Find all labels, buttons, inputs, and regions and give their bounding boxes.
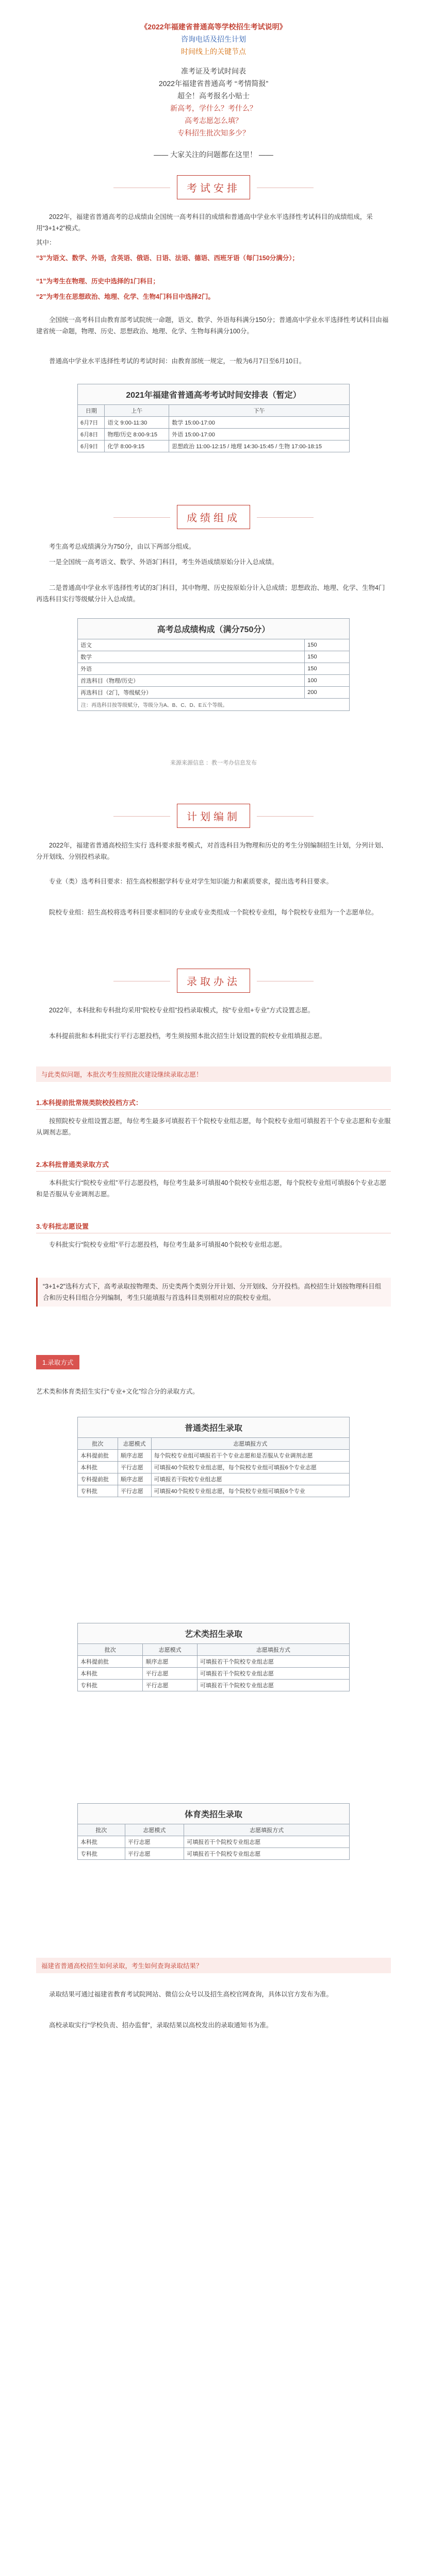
lead-line[interactable]: 时间线上的关键节点	[181, 47, 246, 56]
table-row: 数学 150	[78, 651, 350, 663]
table	[77, 404, 350, 452]
lead-line: —— 大家关注的问题都在这里！ ——	[154, 150, 273, 159]
paragraph: 专业（类）选考科目要求：招生高校根据学科专业对学生知识能力和素质要求，提出选考科目要求。	[49, 878, 333, 885]
table: 批次 志愿模式 志愿填报方式 本科批 平行志愿 可填报若干个院校专业组志愿 专科批 平行志愿 可填报若干个院校专业组志愿	[77, 1824, 350, 1860]
paragraph: 艺术类和体育类招生实行“专业+文化”综合分的录取方式。	[36, 1388, 199, 1395]
paragraph: 专科批实行“院校专业组”平行志愿投档，每位考生最多可填报40个院校专业组志愿。	[49, 1241, 286, 1248]
footnote: 来源来源信息 ：教一考办信息发布	[170, 760, 257, 766]
lead-line[interactable]: 超全！高考报名小贴士	[177, 92, 250, 100]
lead-line[interactable]: 新高考，学什么？考什么？	[170, 104, 257, 112]
section-heading-exam	[0, 175, 427, 199]
paragraph: 考生高考总成绩满分为750分，由以下两部分组成。	[49, 543, 195, 550]
callout: 福建省普通高校招生如何录取，考生如何查询录取结果？	[36, 1958, 391, 1973]
table-header: 下午	[169, 405, 350, 417]
paragraph: 普通高中学业水平选择性考试的考试时间：由教育部统一规定，一般为6月7日至6月10日。	[49, 358, 306, 365]
paragraph: 本科批实行“院校专业组”平行志愿投档，每位考生最多可填报40个院校专业组志愿，每个院校专业组可填报6个专业志愿和是否服从专业调剂志愿。	[36, 1179, 387, 1198]
table-header: 上午	[105, 405, 169, 417]
paragraph: 录取结果可通过福建省教育考试院网站、微信公众号以及招生高校官网查询，具体以官方发布为准。	[49, 1991, 333, 1998]
table	[77, 639, 350, 699]
section-heading-score	[0, 505, 427, 529]
exam-schedule-table	[77, 384, 350, 452]
section-title: 考试安排	[177, 175, 250, 199]
table-row: 6月7日 语文 9:00-11:30 数学 15:00-17:00	[78, 417, 350, 429]
table-row: 专科批 平行志愿 可填报40个院校专业组志愿，每个院校专业组可填报6个专业	[78, 1485, 350, 1497]
table-row: 本科批 平行志愿 可填报40个院校专业组志愿，每个院校专业组可填报6个专业志愿	[78, 1462, 350, 1473]
paragraph: 一是全国统一高考语文、数学、外语3门科目，考生外语成绩原始分计入总成绩。	[49, 558, 278, 566]
table-title: 艺术类招生录取	[77, 1623, 350, 1643]
subheading: 1.本科提前批常规类院校投档方式：	[36, 1097, 391, 1110]
table: 批次 志愿模式 志愿填报方式 本科提前批 顺序志愿 可填报若干个院校专业组志愿 本科批 平行志愿 可填报若干个院校专业组志愿 专科批 平行志愿 可填报若干个院校专业组志愿	[77, 1643, 350, 1691]
score-composition-table	[77, 618, 350, 711]
paragraph: 2022年，本科批和专科批均采用“院校专业组”投档录取模式，按“专业组+专业”方式设置志愿。	[49, 1007, 315, 1014]
paragraph: 二是普通高中学业水平选择性考试的3门科目，其中物理、历史按原始分计入总成绩；思想政治、地理、化学、生物4门再选科目实行等级赋分计入总成绩。	[36, 584, 385, 603]
section-title: 计划编制	[177, 804, 250, 828]
table-row: 6月9日 化学 8:00-9:15 思想政治 11:00-12:15 / 地理 14:30-15:45 / 生物 17:00-18:15	[78, 440, 350, 452]
paragraph: 其中：	[36, 239, 56, 246]
sports-admission-table	[77, 1803, 350, 1860]
subheading: 3.专科批志愿设置	[36, 1221, 391, 1233]
paragraph: 2022年，福建省普通高考的总成绩由全国统一高考科目的成绩和普通高中学业水平选择性考试科目的成绩组成，采用“3+1+2”模式。	[36, 213, 373, 232]
table-row: 首选科目（物理/历史） 100	[78, 675, 350, 687]
bullet-item: “1”为考生在物理、历史中选择的1门科目；	[36, 278, 159, 285]
lead-line[interactable]: 专科招生批次知多少？	[177, 129, 250, 137]
quote-box: “3+1+2”选科方式下，高考录取按物理类、历史类两个类别分开计划、分开划线、分开投档。高校招生计划按物理科目组合和历史科目组合分列编制，考生只能填报与首选科目类别相对应的院校专业组。	[36, 1278, 391, 1307]
lead-line[interactable]: 咨询电话及招生计划	[181, 35, 246, 43]
table-row: 再选科目（2门，等级赋分） 200	[78, 687, 350, 699]
subheading: 2.本科批普通类录取方式	[36, 1159, 391, 1172]
paragraph: 全国统一高考科目由教育部考试院统一命题，语文、数学、外语每科满分150分；普通高中学业水平选择性考试科目由福建省统一命题，物理、历史、思想政治、地理、化学、生物每科满分100分。	[36, 316, 389, 335]
table-title: 普通类招生录取	[77, 1417, 350, 1437]
bullet-item: “3”为语文、数学、外语，含英语、俄语、日语、法语、德语、西班牙语（每门150分满分）；	[36, 255, 299, 262]
section-heading-admission	[0, 969, 427, 993]
label-pill: 1.录取方式	[36, 1355, 79, 1369]
table-title: 高考总成绩构成（满分750分）	[77, 618, 350, 639]
lead-line[interactable]: 准考证及考试时间表	[181, 67, 246, 75]
paragraph: 院校专业组：招生高校将选考科目要求相同的专业或专业类组成一个院校专业组，每个院校专业组为一个志愿单位。	[49, 909, 378, 916]
table-row: 本科提前批 顺序志愿 每个院校专业组可填报若干个专业志愿和是否服从专业调剂志愿	[78, 1450, 350, 1462]
table-row: 专科批 平行志愿 可填报若干个院校专业组志愿	[78, 1848, 350, 1860]
bullet-item: “2”为考生在思想政治、地理、化学、生物4门科目中选择2门。	[36, 293, 215, 300]
table-note: 注：再选科目按等级赋分，等级分为A、B、C、D、E五个等级。	[77, 699, 350, 711]
table-row: 专科提前批 顺序志愿 可填报若干院校专业组志愿	[78, 1473, 350, 1485]
lead-line[interactable]: 高考志愿怎么填？	[185, 116, 242, 125]
paragraph: 本科提前批和本科批实行平行志愿投档，考生须按照本批次招生计划设置的院校专业组填报志愿。	[49, 1032, 326, 1040]
table-row: 本科批 平行志愿 可填报若干个院校专业组志愿	[78, 1668, 350, 1680]
section-title: 成绩组成	[177, 505, 250, 529]
paragraph: 2022年，福建省普通高校招生实行 选科要求报考模式，对首选科目为物理和历史的考生分别编制招生计划，分列计划、分开划线、分别投档录取。	[36, 842, 388, 860]
lead-line[interactable]: 《2022年福建省普通高等学校招生考试说明》	[140, 23, 287, 31]
table-row: 6月8日 物理/历史 8:00-9:15 外语 15:00-17:00	[78, 429, 350, 440]
table-row: 语文 150	[78, 639, 350, 651]
callout: 与此类似问题，本批次考生按照批次建设继续录取志愿！	[36, 1066, 391, 1082]
lead-line[interactable]: 2022年福建省普通高考 “考情简报”	[158, 79, 269, 88]
table-header: 日期	[78, 405, 105, 417]
paragraph: 按照院校专业组设置志愿，每位考生最多可填报若干个院校专业组志愿，每个院校专业组可填报若干个专业志愿和专业服从调剂志愿。	[36, 1117, 391, 1136]
section-title: 录取办法	[177, 969, 250, 993]
table-row: 本科批 平行志愿 可填报若干个院校专业组志愿	[78, 1836, 350, 1848]
paragraph: 高校录取实行“学校负责、招办监督”，录取结果以高校发出的录取通知书为准。	[49, 2022, 273, 2029]
table-title: 体育类招生录取	[77, 1803, 350, 1824]
table-title: 2021年福建省普通高考考试时间安排表（暂定）	[77, 384, 350, 404]
lead-links	[0, 21, 427, 161]
table-row: 专科批 平行志愿 可填报若干个院校专业组志愿	[78, 1680, 350, 1691]
table: 批次 志愿模式 志愿填报方式 本科提前批 顺序志愿 每个院校专业组可填报若干个专业志愿和是否服从专业调剂志愿 本科批 平行志愿 可填报40个院校专业组志愿，每个院校专业组可填报6个专业志愿 专科提前批 顺序志愿 可填报若干院校专业组志愿 专科批 平行志愿 可填报40个院校专业组志愿，每个院校专业组可填报6个专业	[77, 1437, 350, 1497]
section-heading-plan	[0, 804, 427, 828]
art-admission-table	[77, 1623, 350, 1691]
table-row: 外语 150	[78, 663, 350, 675]
general-admission-table	[77, 1417, 350, 1497]
table-row: 本科提前批 顺序志愿 可填报若干个院校专业组志愿	[78, 1656, 350, 1668]
